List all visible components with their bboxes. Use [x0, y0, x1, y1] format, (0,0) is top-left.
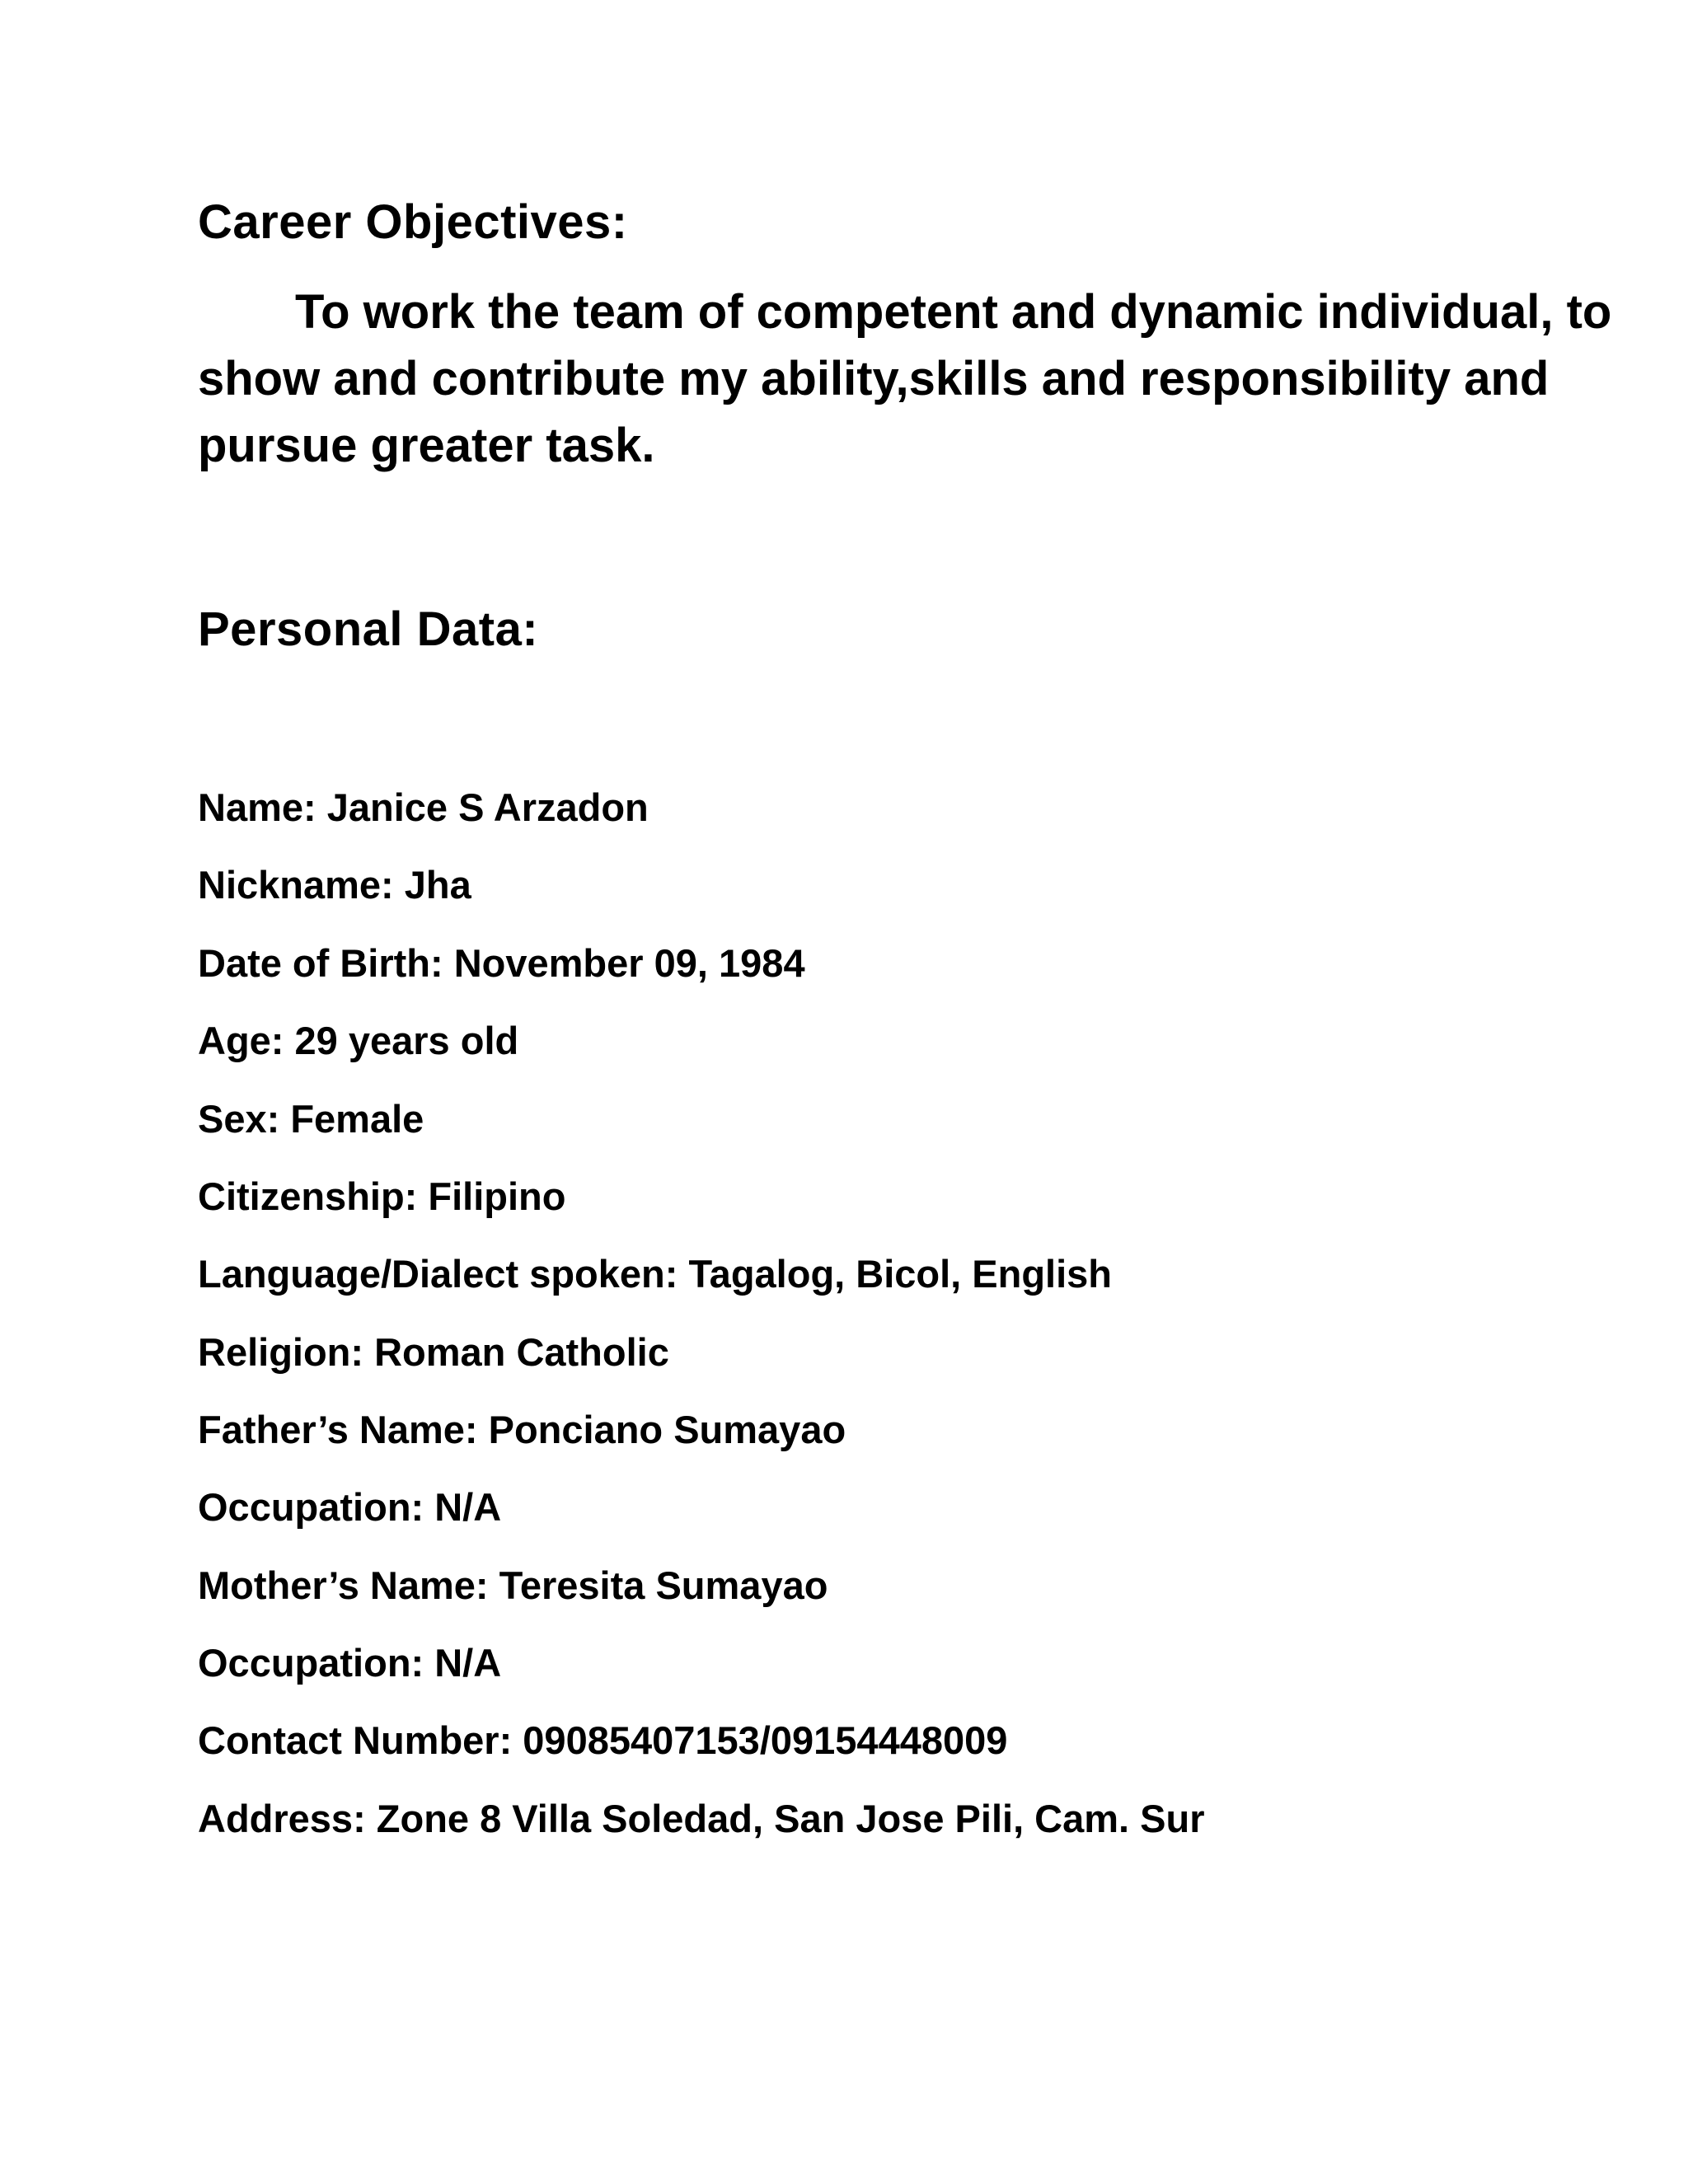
field-date-of-birth: Date of Birth: November 09, 1984	[198, 941, 805, 985]
field-name: Name: Janice S Arzadon	[198, 785, 649, 829]
field-sex: Sex: Female	[198, 1097, 424, 1141]
field-contact-number: Contact Number: 09085407153/09154448009	[198, 1718, 1008, 1762]
field-nickname: Nickname: Jha	[198, 863, 471, 907]
field-mother-occupation: Occupation: N/A	[198, 1641, 502, 1685]
career-objectives-text: To work the team of competent and dynamic individual, to show and contribute my ability,skills and responsibility and pursue greater task.	[198, 285, 1612, 472]
personal-data-heading: Personal Data:	[198, 602, 539, 656]
field-age: Age: 29 years old	[198, 1019, 519, 1062]
field-address: Address: Zone 8 Villa Soledad, San Jose Pili, Cam. Sur	[198, 1797, 1205, 1840]
career-objectives-heading: Career Objectives:	[198, 195, 628, 249]
field-father-name: Father’s Name: Ponciano Sumayao	[198, 1408, 846, 1451]
field-language: Language/Dialect spoken: Tagalog, Bicol, English	[198, 1252, 1113, 1296]
field-mother-name: Mother’s Name: Teresita Sumayao	[198, 1563, 828, 1607]
field-father-occupation: Occupation: N/A	[198, 1485, 502, 1529]
field-citizenship: Citizenship: Filipino	[198, 1174, 566, 1218]
field-religion: Religion: Roman Catholic	[198, 1330, 669, 1374]
